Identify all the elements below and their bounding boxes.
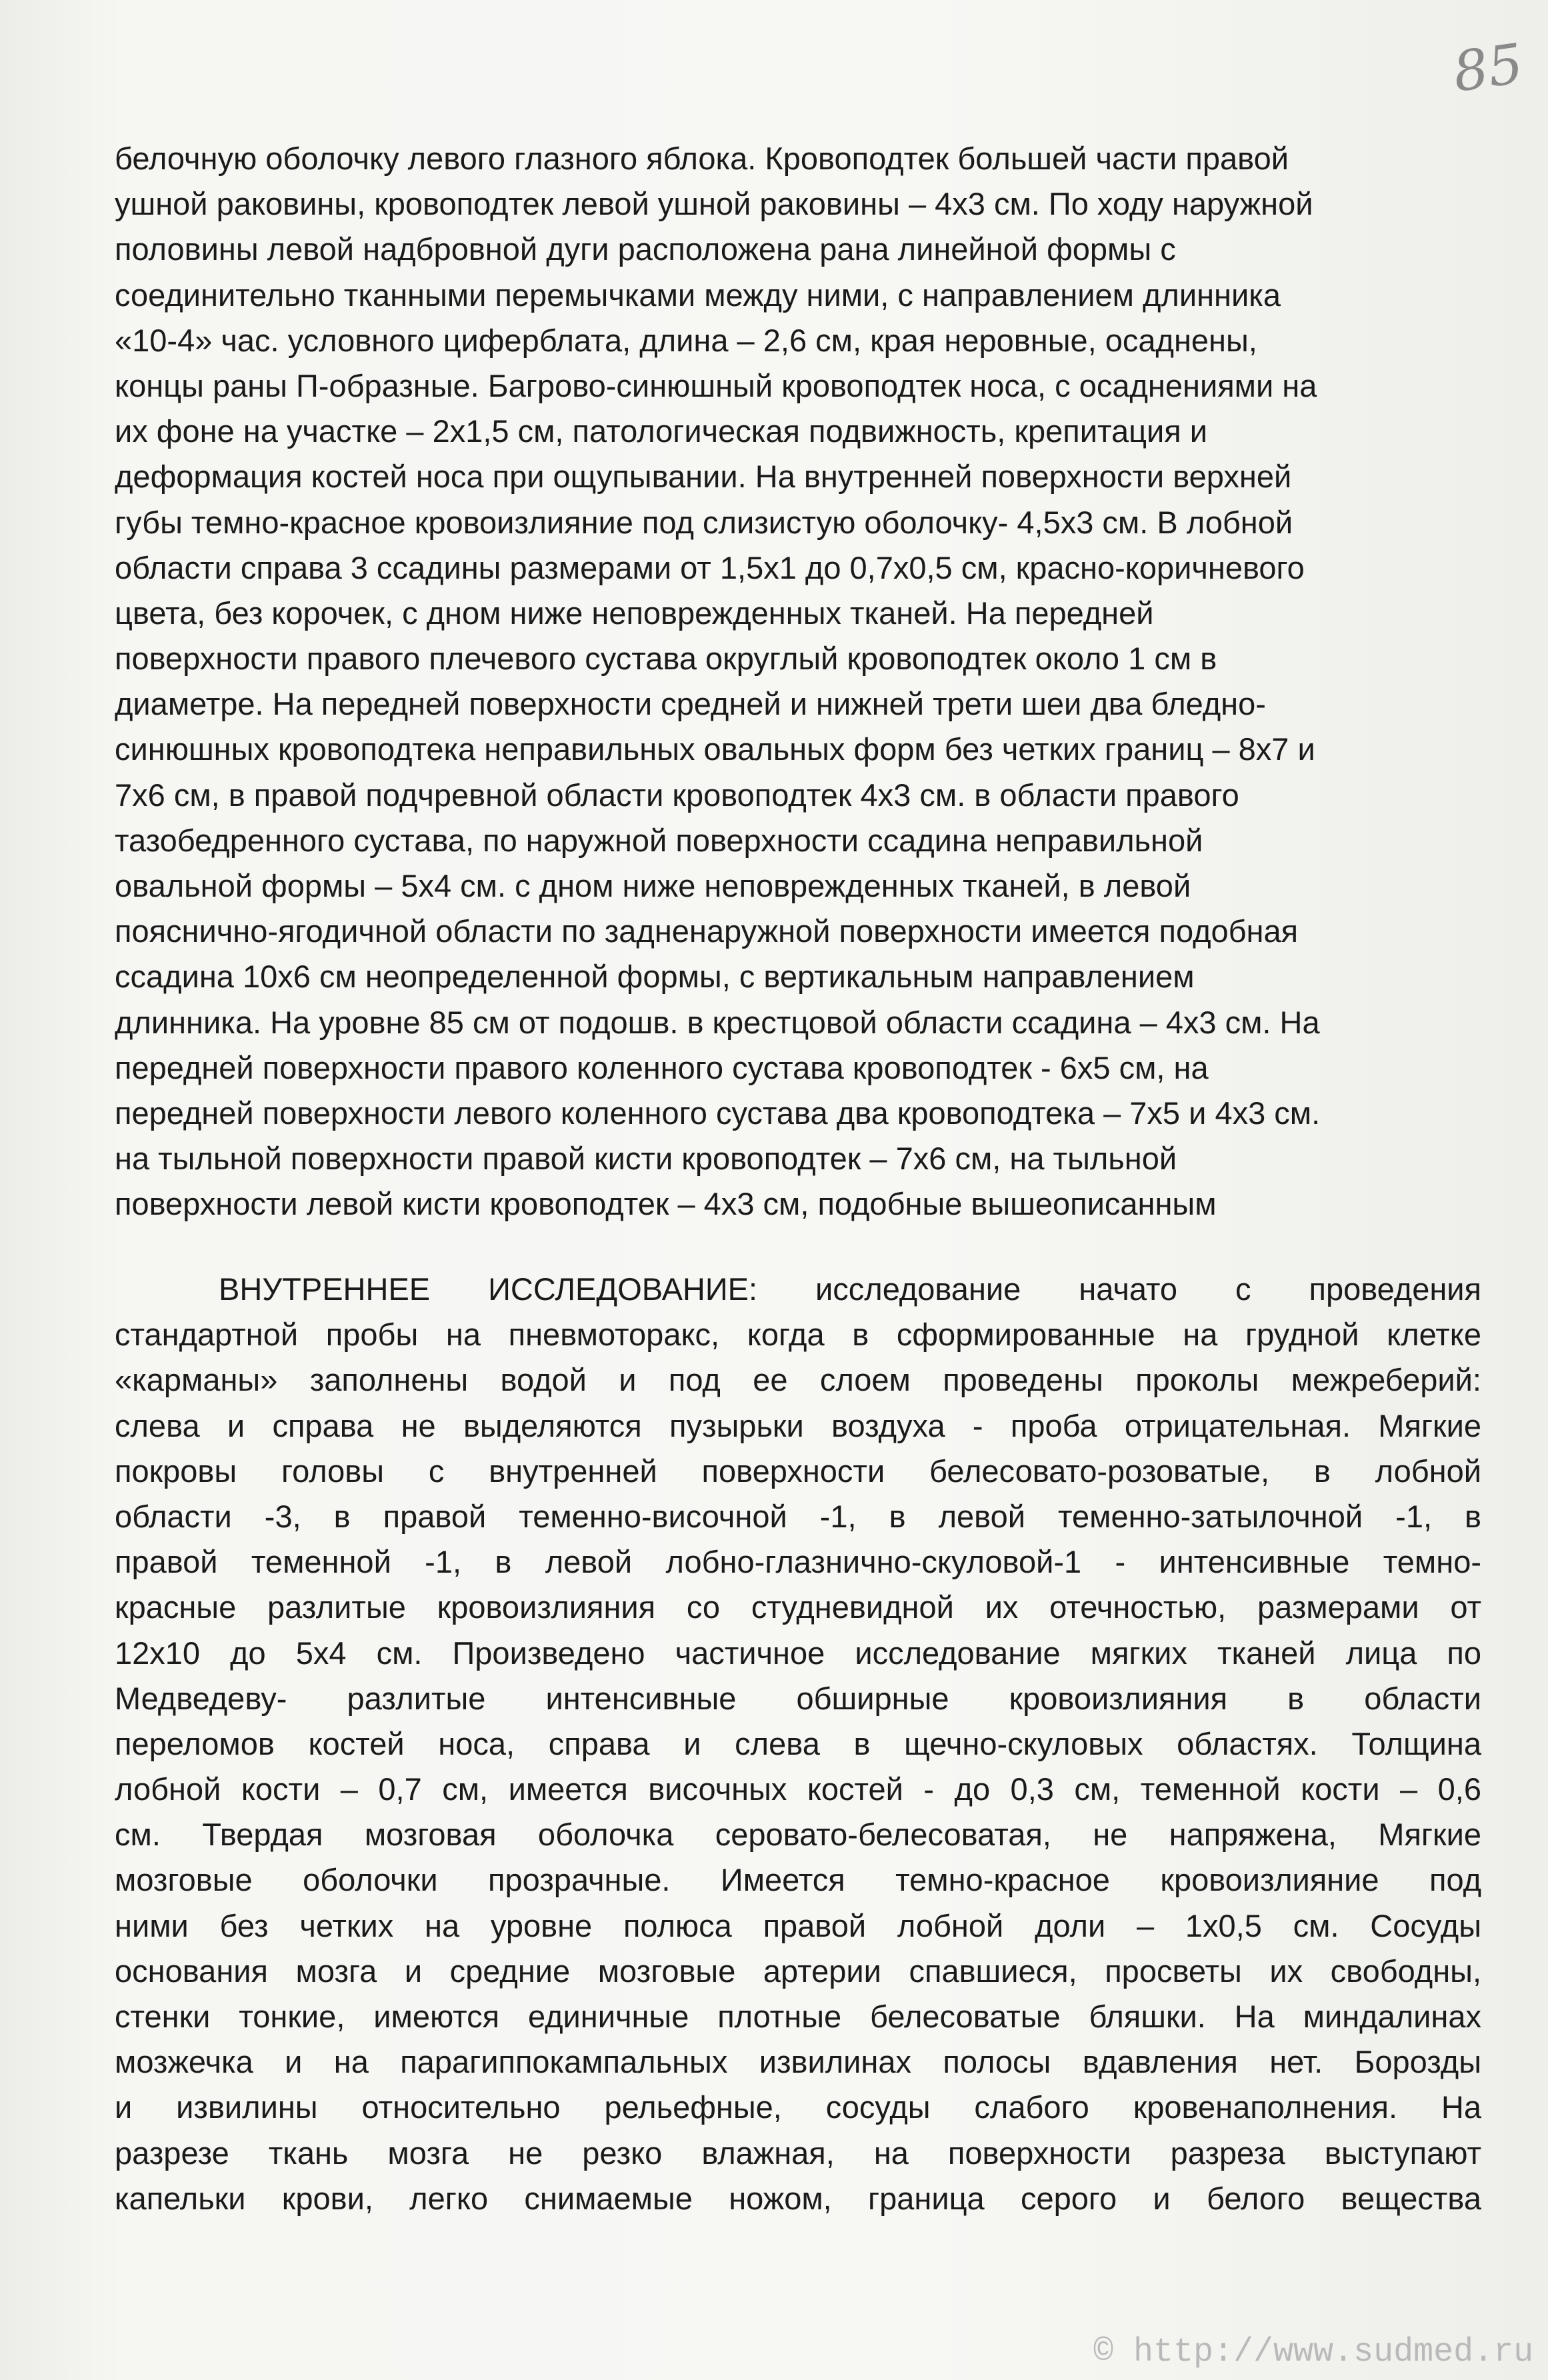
text-line: пояснично-ягодичной области по задненаружной поверхности имеется подобная [115, 913, 1299, 949]
page-number: 85 [1449, 32, 1527, 105]
text-line: разрезе ткань мозга не резко влажная, на поверхности разреза выступают [115, 2135, 1481, 2171]
text-line: деформация костей носа при ощупывании. На внутренней поверхности верхней [115, 459, 1292, 495]
text-line: стенки тонкие, имеются единичные плотные белесоватые бляшки. На миндалинах [115, 1999, 1481, 2034]
text-line: ними без четких на уровне полюса правой лобной доли – 1х0,5 см. Сосуды [115, 1907, 1481, 1943]
text-line: области справа 3 ссадины размерами от 1,5х1 до 0,7х0,5 см, красно-коричневого [115, 549, 1305, 585]
text-line: слева и справа не выделяются пузырьки воздуха - проба отрицательная. Мягкие [115, 1407, 1481, 1443]
text-line: соединительно тканными перемычками между ними, с направлением длинника [115, 277, 1281, 313]
text-line: ушной раковины, кровоподтек левой ушной раковины – 4х3 см. По ходу наружной [115, 186, 1313, 222]
text-line: цвета, без корочек, с дном ниже неповрежденных тканей. На передней [115, 595, 1154, 631]
text-line: мозжечка и на парагиппокампальных извилинах полосы вдавления нет. Борозды [115, 2044, 1481, 2080]
text-line: покровы головы с внутренней поверхности белесовато-розоватые, в лобной [115, 1453, 1481, 1489]
text-line: их фоне на участке – 2х1,5 см, патологическая подвижность, крепитация и [115, 413, 1208, 449]
text-line: поверхности левой кисти кровоподтек – 4х3 см, подобные вышеописанным [115, 1186, 1217, 1222]
text-line: 12х10 до 5х4 см. Произведено частичное исследование мягких тканей лица по [115, 1635, 1481, 1671]
text-line: концы раны П-образные. Багрово-синюшный кровоподтек носа, с осаднениями на [115, 367, 1317, 403]
text-line: основания мозга и средние мозговые артерии спавшиеся, просветы их свободны, [115, 1953, 1481, 1989]
text-line: поверхности правого плечевого сустава округлый кровоподтек около 1 см в [115, 641, 1217, 677]
text-line: переломов костей носа, справа и слева в щечно-скуловых областях. Толщина [115, 1725, 1481, 1761]
text-line: ссадина 10х6 см неопределенной формы, с вертикальным направлением [115, 959, 1195, 995]
text-line: области -3, в правой теменно-височной -1, в левой теменно-затылочной -1, в [115, 1498, 1481, 1534]
text-line: правой теменной -1, в левой лобно-глазнично-скуловой-1 - интенсивные темно- [115, 1544, 1481, 1580]
text-line: 7х6 см, в правой подчревной области кровоподтек 4х3 см. в области правого [115, 777, 1239, 813]
text-line: красные разлитые кровоизлияния со студневидной их отечностью, размерами от [115, 1589, 1481, 1625]
text-line: на тыльной поверхности правой кисти кровоподтек – 7х6 см, на тыльной [115, 1141, 1177, 1177]
text-line: капельки крови, легко снимаемые ножом, граница серого и белого вещества [115, 2180, 1481, 2216]
internal-examination-paragraph [115, 1267, 1481, 2221]
text-line: «10-4» час. условного циферблата, длина – 2,6 см, края неровные, осаднены, [115, 322, 1257, 358]
text-line: Медведеву- разлитые интенсивные обширные кровоизлияния в области [115, 1680, 1481, 1716]
text-line: белочную оболочку левого глазного яблока. Кровоподтек большей части правой [115, 141, 1289, 176]
text-line: и извилины относительно рельефные, сосуды слабого кровенаполнения. На [115, 2089, 1481, 2125]
text-line: передней поверхности правого коленного сустава кровоподтек - 6х5 см, на [115, 1049, 1209, 1085]
text-line: лобной кости – 0,7 см, имеется височных костей - до 0,3 см, теменной кости – 0,6 [115, 1771, 1481, 1807]
text-line: овальной формы – 5х4 см. с дном ниже неповрежденных тканей, в левой [115, 868, 1191, 903]
text-line: см. Твердая мозговая оболочка серовато-белесоватая, не напряжена, Мягкие [115, 1817, 1481, 1853]
watermark-url: © http://www.sudmed.ru [1093, 2333, 1534, 2371]
text-line: синюшных кровоподтека неправильных овальных форм без четких границ – 8х7 и [115, 731, 1315, 767]
text-line: стандартной пробы на пневмоторакс, когда в сформированные на грудной клетке [115, 1317, 1481, 1353]
text-line: длинника. На уровне 85 см от подошв. в крестцовой области ссадина – 4х3 см. На [115, 1004, 1320, 1040]
text-line: диаметре. На передней поверхности средней и нижней трети шеи два бледно- [115, 686, 1266, 722]
text-line: ВНУТРЕННЕЕ ИССЛЕДОВАНИЕ: исследование начато с проведения [219, 1271, 1481, 1307]
text-line: передней поверхности левого коленного сустава два кровоподтека – 7х5 и 4х3 см. [115, 1095, 1321, 1131]
external-examination-paragraph [115, 136, 1481, 1227]
text-line: «карманы» заполнены водой и под ее слоем проведены проколы межреберий: [115, 1362, 1481, 1398]
text-line: мозговые оболочки прозрачные. Имеется темно-красное кровоизлияние под [115, 1862, 1481, 1898]
text-line: половины левой надбровной дуги расположена рана линейной формы с [115, 231, 1176, 267]
text-line: тазобедренного сустава, по наружной поверхности ссадина неправильной [115, 822, 1203, 858]
text-line: губы темно-красное кровоизлияние под слизистую оболочку- 4,5х3 см. В лобной [115, 504, 1293, 540]
